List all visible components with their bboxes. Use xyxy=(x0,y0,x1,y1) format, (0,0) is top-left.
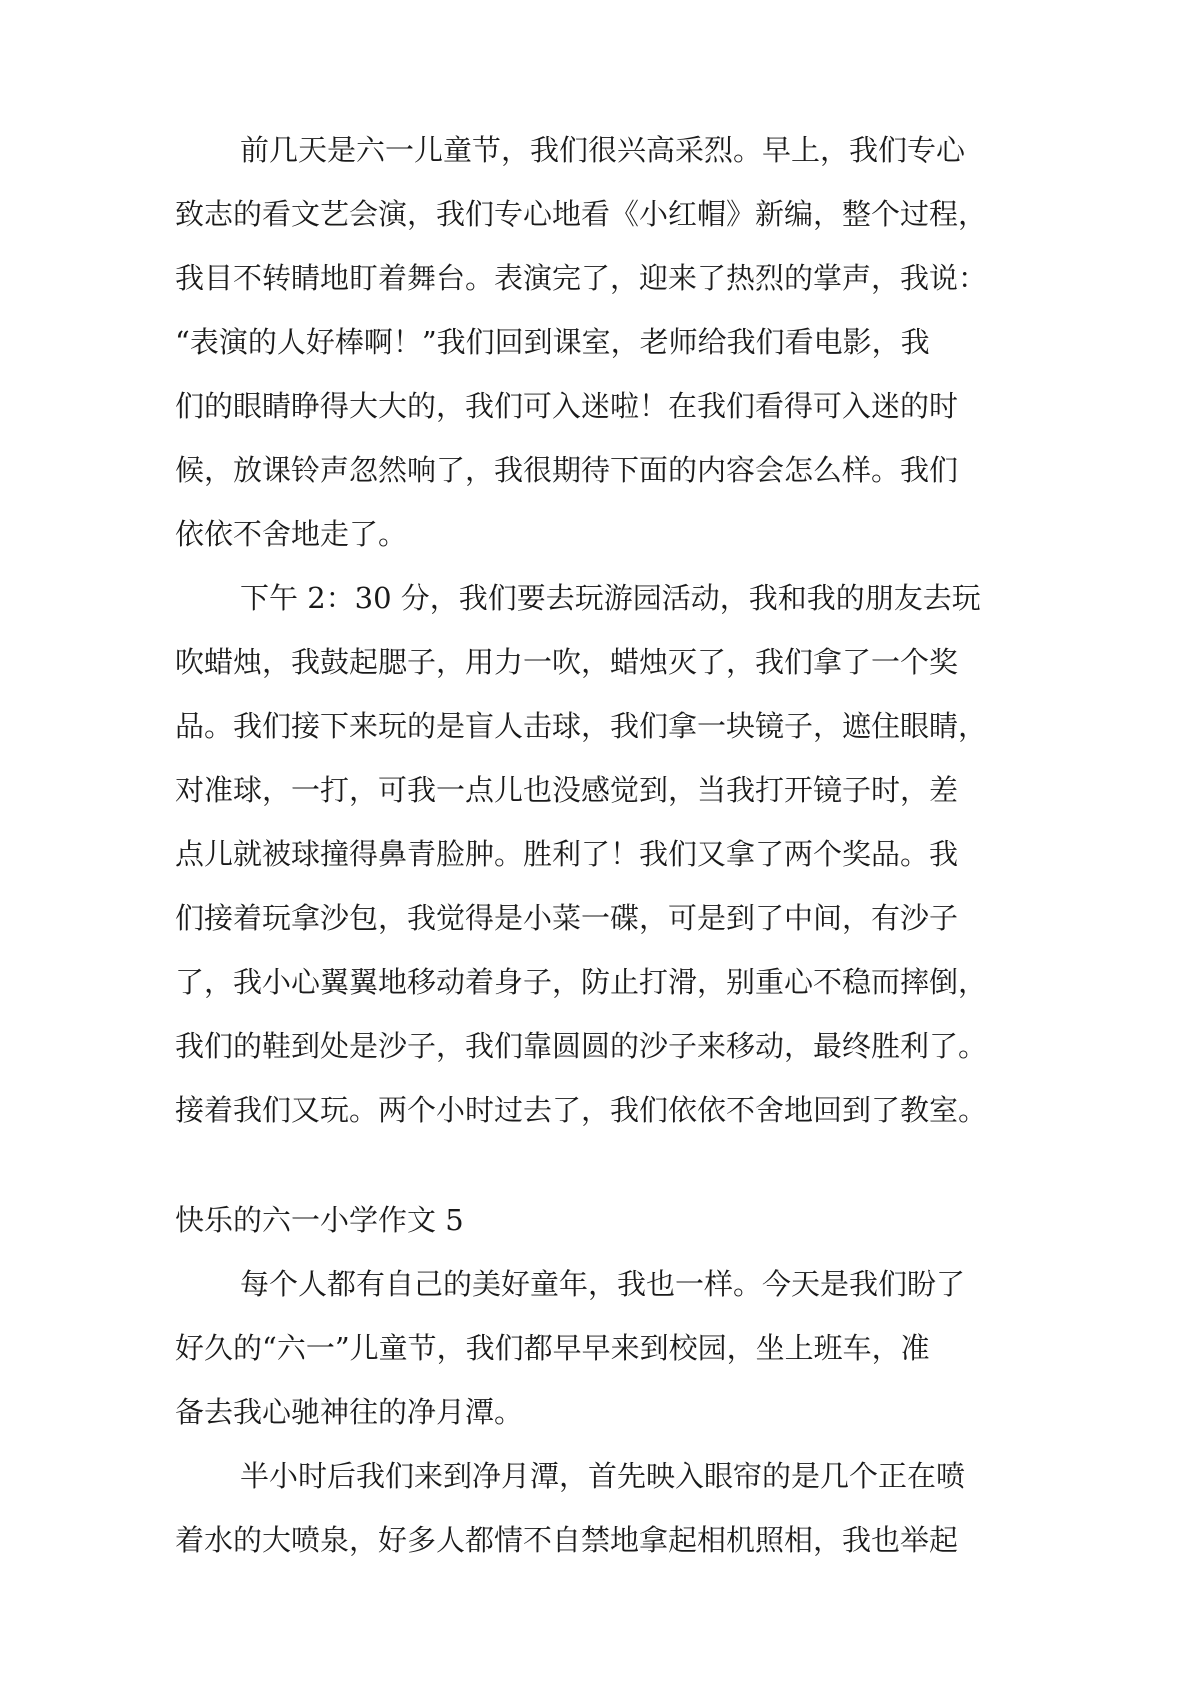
section-paragraph-1-line-3: 备去我心驰神往的净月潭。 xyxy=(175,1395,524,1429)
paragraph-1-line-2: 致志的看文艺会演，我们专心地看《小红帽》新编，整个过程， xyxy=(175,197,988,231)
paragraph-2-line-3: 品。我们接下来玩的是盲人击球，我们拿一块镜子，遮住眼睛， xyxy=(175,709,988,743)
paragraph-2-line-5: 点儿就被球撞得鼻青脸肿。胜利了！我们又拿了两个奖品。我 xyxy=(175,837,959,871)
paragraph-1-line-3: 我目不转睛地盯着舞台。表演完了，迎来了热烈的掌声，我说： xyxy=(175,261,988,295)
section-paragraph-2-line-1: 半小时后我们来到净月潭，首先映入眼帘的是几个正在喷 xyxy=(240,1459,966,1493)
paragraph-1-line-4: “表演的人好棒啊！”我们回到课室，老师给我们看电影，我 xyxy=(175,325,930,359)
paragraph-1-line-6: 候，放课铃声忽然响了，我很期待下面的内容会怎么样。我们 xyxy=(175,453,959,487)
paragraph-2-line-2: 吹蜡烛，我鼓起腮子，用力一吹，蜡烛灭了，我们拿了一个奖 xyxy=(175,645,959,679)
paragraph-1-line-5: 们的眼睛睁得大大的，我们可入迷啦！在我们看得可入迷的时 xyxy=(175,389,959,423)
section-title: 快乐的六一小学作文 5 xyxy=(175,1203,464,1237)
paragraph-2-line-1: 下午 2：30 分，我们要去玩游园活动，我和我的朋友去玩 xyxy=(240,581,981,615)
paragraph-2-line-4: 对准球，一打，可我一点儿也没感觉到，当我打开镜子时，差 xyxy=(175,773,959,807)
section-paragraph-2-line-2: 着水的大喷泉，好多人都情不自禁地拿起相机照相，我也举起 xyxy=(175,1523,959,1557)
paragraph-1-line-7: 依依不舍地走了。 xyxy=(175,517,408,551)
paragraph-2-line-8: 我们的鞋到处是沙子，我们靠圆圆的沙子来移动，最终胜利了。 xyxy=(175,1029,988,1063)
paragraph-2-line-6: 们接着玩拿沙包，我觉得是小菜一碟，可是到了中间，有沙子 xyxy=(175,901,959,935)
section-paragraph-1-line-1: 每个人都有自己的美好童年，我也一样。今天是我们盼了 xyxy=(240,1267,966,1301)
paragraph-1-line-1: 前几天是六一儿童节，我们很兴高采烈。早上，我们专心 xyxy=(240,133,966,167)
paragraph-2-line-9: 接着我们又玩。两个小时过去了，我们依依不舍地回到了教室。 xyxy=(175,1093,988,1127)
paragraph-2-line-7: 了，我小心翼翼地移动着身子，防止打滑，别重心不稳而摔倒， xyxy=(175,965,988,999)
section-paragraph-1-line-2: 好久的“六一”儿童节，我们都早早来到校园，坐上班车，准 xyxy=(175,1331,930,1365)
